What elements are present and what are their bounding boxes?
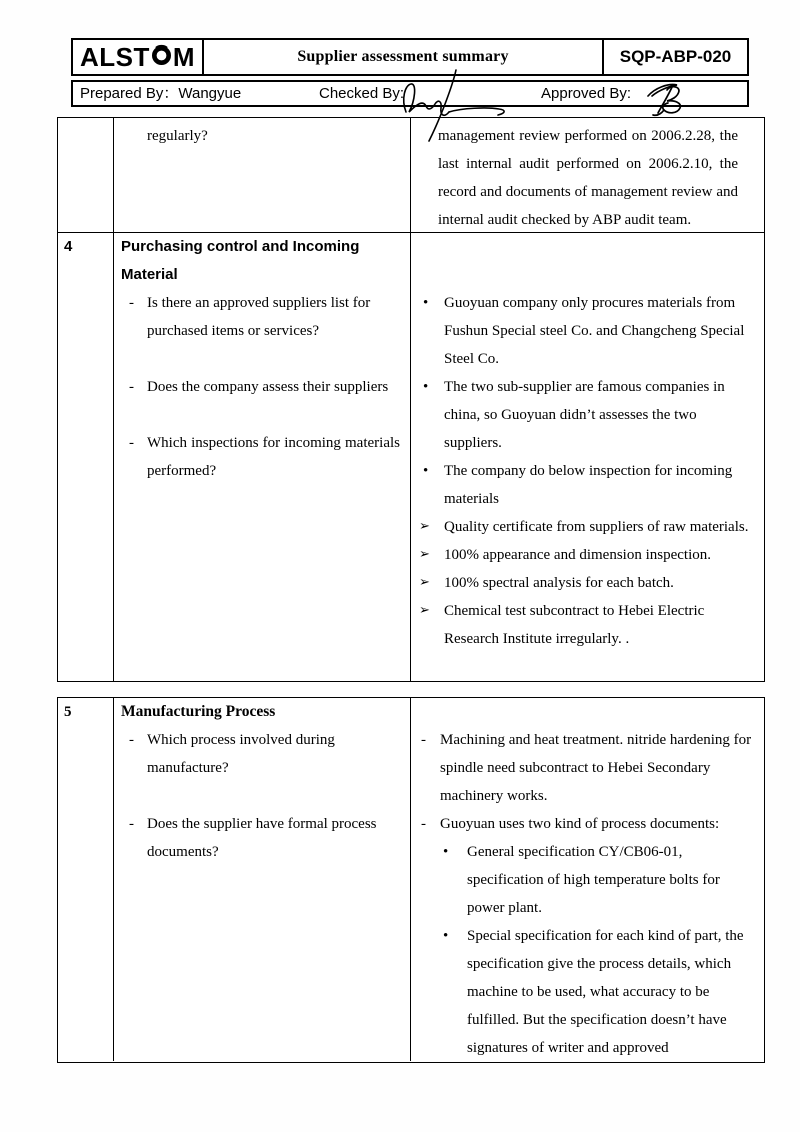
spacer [114,782,410,810]
section-heading: Purchasing control and Incoming Material [121,238,360,283]
answer-text: General specification CY/CB06-01, specification of high temperature bolts for power plant. [467,844,720,916]
question-item [114,373,410,401]
spacer [423,233,754,289]
dash-marker: - [129,732,134,748]
question-item [114,810,410,866]
prepared-by-value: Wangyue [178,85,242,102]
alstom-logo [73,40,204,74]
bullet-marker: • [443,844,449,860]
assessment-table-2 [57,697,765,1063]
assessment-table-1 [57,117,765,682]
arrow-marker: ➢ [419,519,430,534]
answer-text: Machining and heat treatment. nitride hardening for spindle need subcontract to Hebei Secondary machinery works. [440,732,752,804]
question-text: Does the company assess their suppliers [147,379,389,395]
dash-marker: - [129,816,134,832]
arrow-marker: ➢ [419,575,430,590]
question-text: Is there an approved suppliers list for purchased items or services? [147,295,371,339]
signoff-band [71,80,749,107]
answer-item [423,289,754,373]
section-heading: Manufacturing Process [121,703,276,720]
answer-text: The company do below inspection for incoming materials [444,463,733,507]
checked-by-label: Checked By: [319,85,405,102]
spacer [114,401,410,429]
document-title: Supplier assessment summary [204,40,604,74]
row-number-cell: 4 [58,233,114,681]
question-cell [114,698,411,1061]
dash-marker: - [421,816,426,832]
answer-cell [411,233,764,681]
alstom-logo-text [80,44,195,70]
logo-text-left: ALST [79,42,150,72]
answer-item [419,541,754,569]
spacer [114,345,410,373]
answer-item [423,457,754,513]
answer-item [421,810,754,838]
answer-item [419,513,754,541]
bullet-marker: • [423,295,429,311]
approved-by-label: Approved By: [541,85,632,102]
dash-marker: - [129,379,134,395]
prepared-by-label: Prepared By： [80,85,179,102]
answer-text: Guoyuan company only procures materials from Fushun Special steel Co. and Changcheng Special Steel Co. [444,295,745,367]
arrow-marker: ➢ [419,547,430,562]
dash-marker: - [129,435,134,451]
table-row-4 [58,232,764,681]
table-row-5 [58,698,764,1061]
answer-item [443,922,754,1062]
question-cell [114,233,411,681]
answer-cell [411,118,764,232]
answer-item [421,726,754,810]
prepared-by-field [80,82,241,105]
question-text: regularly? [147,128,208,144]
document-number: SQP-ABP-020 [619,47,732,66]
question-item [114,726,410,782]
answer-text: 100% appearance and dimension inspection. [444,547,711,563]
arrow-marker: ➢ [419,603,430,618]
header-band [71,38,749,76]
logo-text-right: M [172,42,196,72]
dash-marker: - [421,732,426,748]
answer-text: Guoyuan uses two kind of process documents: [440,816,720,832]
question-item [114,289,410,345]
bullet-marker: • [423,379,429,395]
question-text: Does the supplier have formal process documents? [147,816,377,860]
answer-text: management review performed on 2006.2.28, the last internal audit performed on 2006.2.10, the record and documents of management review and internal audit checked by ABP audit team. [438,128,738,228]
bullet-marker: • [443,928,449,944]
answer-text: Chemical test subcontract to Hebei Electric Research Institute irregularly. . [444,603,705,647]
answer-item [423,373,754,457]
question-item [114,429,410,485]
answer-text: The two sub-supplier are famous companies in china, so Guoyuan didn’t assesses the two suppliers. [444,379,725,451]
answer-item [443,838,754,922]
question-text: Which process involved during manufacture? [147,732,335,776]
question-text: Which inspections for incoming materials performed? [147,435,400,479]
answer-text: Quality certificate from suppliers of raw materials. [444,519,749,535]
question-cell [114,118,411,232]
answer-text: 100% spectral analysis for each batch. [444,575,674,591]
answer-cell [411,698,764,1061]
table-row-continuation [58,118,764,232]
answer-item [419,597,754,653]
row-number-cell: 5 [58,698,114,1061]
bullet-marker: • [423,463,429,479]
row-number-cell [58,118,114,232]
dash-marker: - [129,295,134,311]
answer-item [419,569,754,597]
spacer [421,698,754,726]
alstom-logo-o-icon [151,44,172,70]
answer-text: Special specification for each kind of part, the specification give the process details, which machine to be used, what accuracy to be fulfilled. But the specification doesn’t have signatures of writer and approved [467,928,744,1056]
